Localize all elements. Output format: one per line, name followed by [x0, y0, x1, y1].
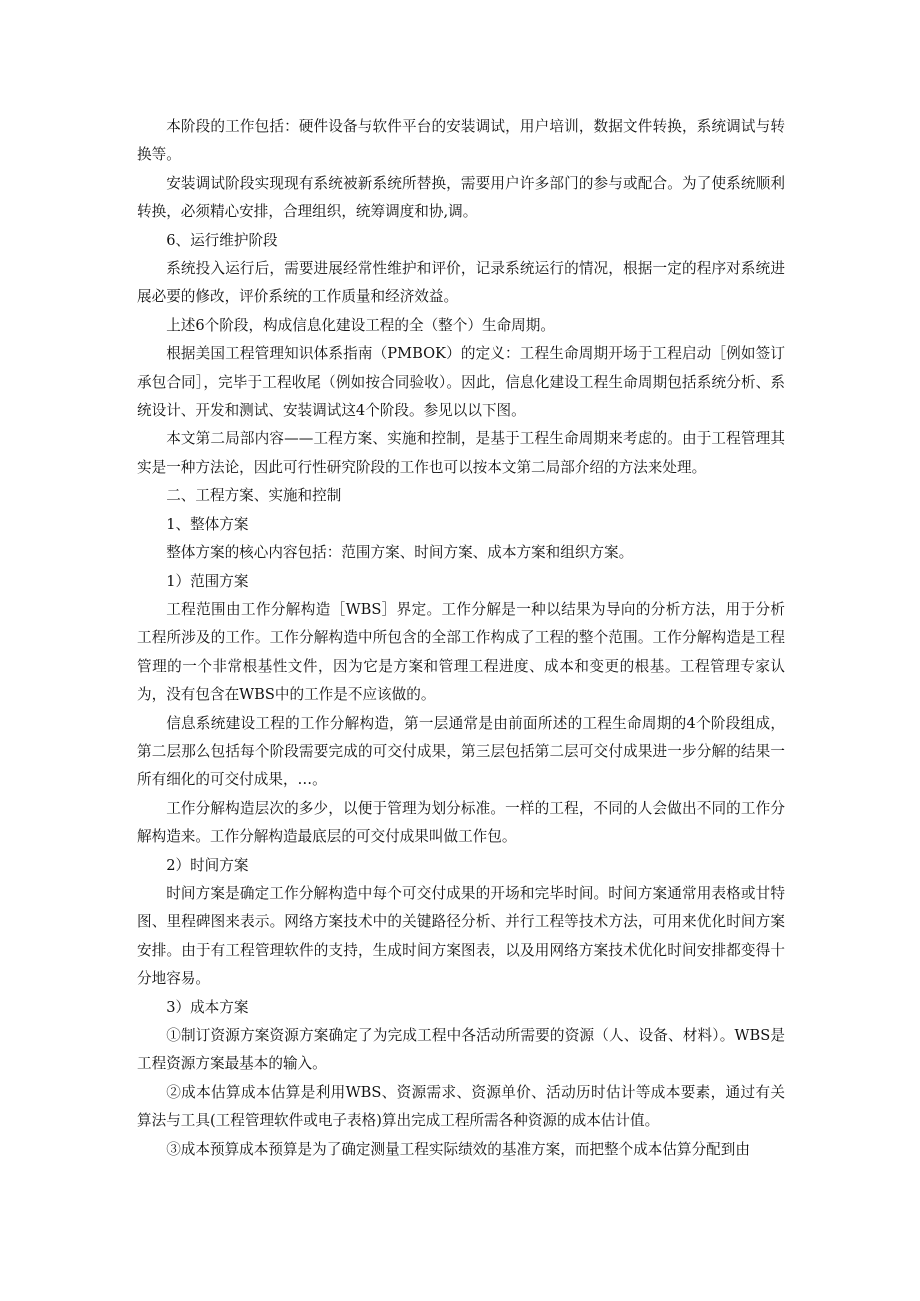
- section-heading: 3）成本方案: [166, 998, 249, 1016]
- document-body: [137, 113, 785, 1164]
- section-heading: 1）范围方案: [166, 572, 249, 590]
- section-heading: 1、整体方案: [166, 515, 249, 533]
- paragraph: 安装调试阶段实现现有系统被新系统所替换，需要用户许多部门的参与或配合。为了使系统顺利转换，必须精心安排，合理组织，统筹调度和协,调。: [137, 174, 785, 221]
- section-heading: 6、运行维护阶段: [166, 231, 278, 249]
- paragraph: 时间方案是确定工作分解构造中每个可交付成果的开场和完毕时间。时间方案通常用表格或甘特图、里程碑图来表示。网络方案技术中的关键路径分析、并行工程等技术方法，可用来优化时间方案安排。由于有工程管理软件的支持，生成时间方案图表，以及用网络方案技术优化时间安排都变得十分地容易。: [137, 884, 785, 988]
- paragraph: ①制订资源方案资源方案确定了为完成工程中各活动所需要的资源（人、设备、材料）。WBS是工程资源方案最基本的输入。: [137, 1027, 785, 1073]
- paragraph: 本阶段的工作包括：硬件设备与软件平台的安装调试，用户培训，数据文件转换，系统调试与转换等。: [137, 118, 785, 164]
- paragraph: 系统投入运行后，需要进展经常性维护和评价，记录系统运行的情况，根据一定的程序对系统进展必要的修改，评价系统的工作质量和经济效益。: [137, 260, 785, 306]
- paragraph: 工程范围由工作分解构造［WBS］界定。工作分解是一种以结果为导向的分析方法，用于分析工程所涉及的工作。工作分解构造中所包含的全部工作构成了工程的整个范围。工作分解构造是工程管理的一个非常根基性文件，因为它是方案和管理工程进度、成本和变更的根基。工程管理专家认为，没有包含在WBS中的工作是不应该做的。: [137, 600, 785, 704]
- paragraph: 工作分解构造层次的多少，以便于管理为划分标准。一样的工程，不同的人会做出不同的工作分解构造来。工作分解构造最底层的可交付成果叫做工作包。: [137, 799, 785, 846]
- section-heading: 2）时间方案: [166, 856, 249, 874]
- paragraph: 信息系统建设工程的工作分解构造，第一层通常是由前面所述的工程生命周期的4个阶段组成，第二层那么包括每个阶段需要完成的可交付成果，第三层包括第二层可交付成果进一步分解的结果一所有细化的可交付成果，…。: [137, 714, 785, 789]
- paragraph: ②成本估算成本估算是利用WBS、资源需求、资源单价、活动历时估计等成本要素，通过有关算法与工具(工程管理软件或电子表格)算出完成工程所需各种资源的成本估计值。: [137, 1083, 785, 1130]
- section-heading: 二、工程方案、实施和控制: [166, 487, 342, 505]
- paragraph: ③成本预算成本预算是为了确定测量工程实际绩效的基准方案，而把整个成本估算分配到由: [166, 1140, 750, 1158]
- paragraph: 根据美国工程管理知识体系指南（PMBOK）的定义：工程生命周期开场于工程启动［例如签订承包合同］，完毕于工程收尾（例如按合同验收）。因此，信息化建设工程生命周期包括系统分析、系统设计、开发和测试、安装调试这4个阶段。参见以以下图。: [137, 345, 785, 420]
- paragraph: 上述6个阶段，构成信息化建设工程的全（整个）生命周期。: [166, 316, 555, 334]
- paragraph: 整体方案的核心内容包括：范围方案、时间方案、成本方案和组织方案。: [166, 544, 634, 562]
- paragraph: 本文第二局部内容——工程方案、实施和控制，是基于工程生命周期来考虑的。由于工程管理其实是一种方法论，因此可行性研究阶段的工作也可以按本文第二局部介绍的方法来处理。: [137, 430, 785, 476]
